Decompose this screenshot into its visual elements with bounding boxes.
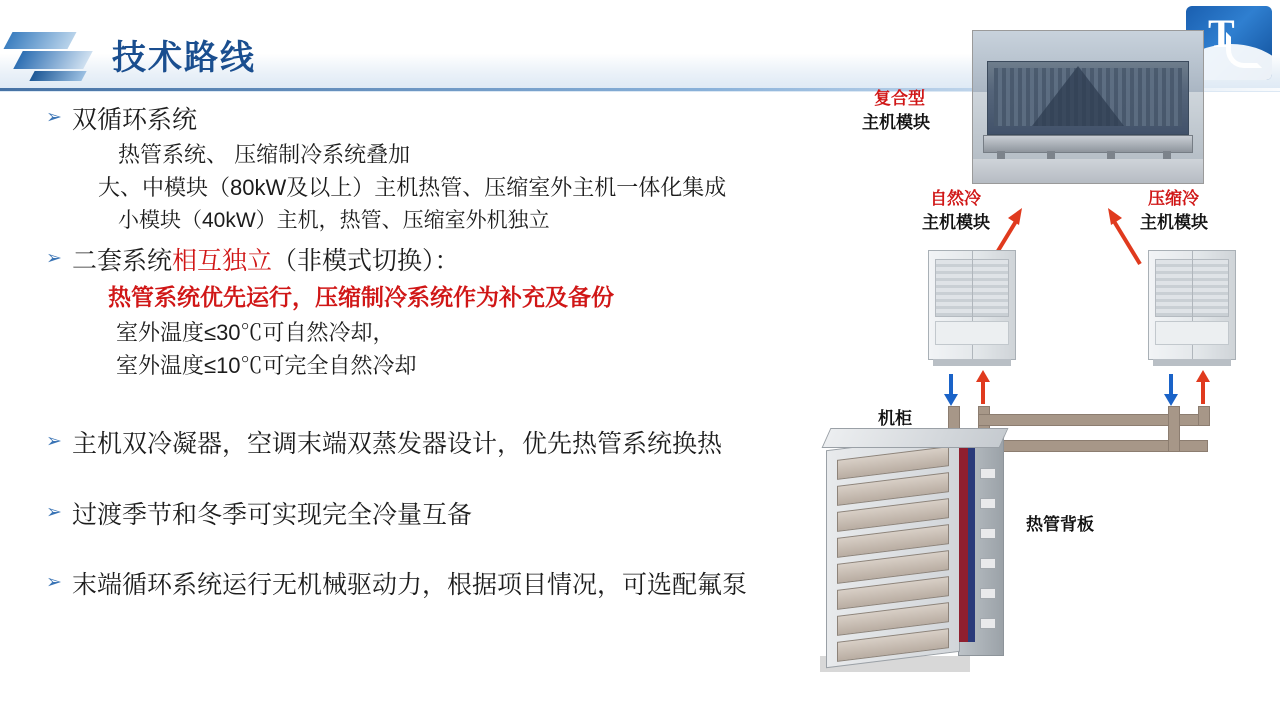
arrow-up-red-compression-icon <box>1196 370 1210 382</box>
bullet-text: 主机双冷凝器，空调末端双蒸发器设计，优先热管系统换热 <box>72 430 723 459</box>
bullet-sub-text: 大、中模块（80kW及以上）主机热管、压缩室外主机一体化集成 <box>98 175 727 201</box>
bullet-arrow-icon: ➢ <box>46 572 62 594</box>
system-diagram <box>800 11 1280 706</box>
logo-letter: T <box>1208 11 1235 56</box>
outdoor-unit-natural <box>928 250 1016 360</box>
bullet-arrow-icon: ➢ <box>46 431 62 453</box>
label-compression-black: 主机模块 <box>1140 213 1208 232</box>
bullet-item <box>46 428 866 461</box>
bullet-text: 双循环系统 <box>72 106 198 134</box>
page-title: 技术路线 <box>112 39 256 77</box>
bullet-text-highlight: 相互独立 <box>172 246 273 275</box>
bullet-item <box>46 245 866 278</box>
pipe-vertical-right2 <box>1198 406 1210 426</box>
bullet-sub-text: 室外温度≤30℃可自然冷却， <box>116 319 395 345</box>
label-natural-red: 自然冷 <box>930 189 981 208</box>
arrow-compression-to-composite-icon <box>1100 206 1144 268</box>
bullet-item <box>46 569 866 602</box>
bullet-text-part: （非模式切换）： <box>272 246 460 275</box>
bullet-text: 末端循环系统运行无机械驱动力，根据项目情况，可选配氟泵 <box>72 571 748 600</box>
bullet-arrow-icon: ➢ <box>46 501 62 523</box>
arrow-up-red-natural-icon <box>976 370 990 382</box>
bullet-text <box>72 245 460 278</box>
bullet-sub-text: 热管系统、 压缩制冷系统叠加 <box>118 141 411 167</box>
label-cabinet: 机柜 <box>878 409 912 428</box>
pipe-vertical-right <box>1168 406 1180 452</box>
bullet-sub-text: 室外温度≤10℃可完全自然冷却 <box>116 353 417 379</box>
arrow-down-blue-compression-icon <box>1164 394 1178 406</box>
chevron-decoration-icon <box>8 24 104 76</box>
arrow-down-blue-compression-shaft <box>1169 374 1173 396</box>
label-composite-black: 主机模块 <box>862 113 930 132</box>
bullet-text: 过渡季节和冬季可实现完全冷量互备 <box>72 500 473 529</box>
bullet-sub-highlight: 热管系统优先运行，压缩制冷系统作为补充及备份 <box>108 284 614 311</box>
label-natural-black: 主机模块 <box>922 213 990 232</box>
slide-body <box>46 100 866 602</box>
chiller-photo <box>972 30 1204 184</box>
bullet-text-part: 二套系统 <box>72 246 173 275</box>
label-compression-red: 压缩冷 <box>1148 189 1199 208</box>
bullet-arrow-icon: ➢ <box>46 107 62 128</box>
bullet-arrow-icon: ➢ <box>46 247 62 269</box>
arrow-down-blue-natural-icon <box>944 394 958 406</box>
server-cabinet <box>818 428 1008 674</box>
bullet-item <box>46 104 866 137</box>
outdoor-unit-compression <box>1148 250 1236 360</box>
arrow-down-blue-natural-shaft <box>949 374 953 396</box>
bullet-item <box>46 499 866 532</box>
label-composite-red: 复合型 <box>874 89 925 108</box>
label-backplate: 热管背板 <box>1026 515 1094 534</box>
bullet-sub-text: 小模块（40kW）主机，热管、压缩室外机独立 <box>118 209 550 233</box>
